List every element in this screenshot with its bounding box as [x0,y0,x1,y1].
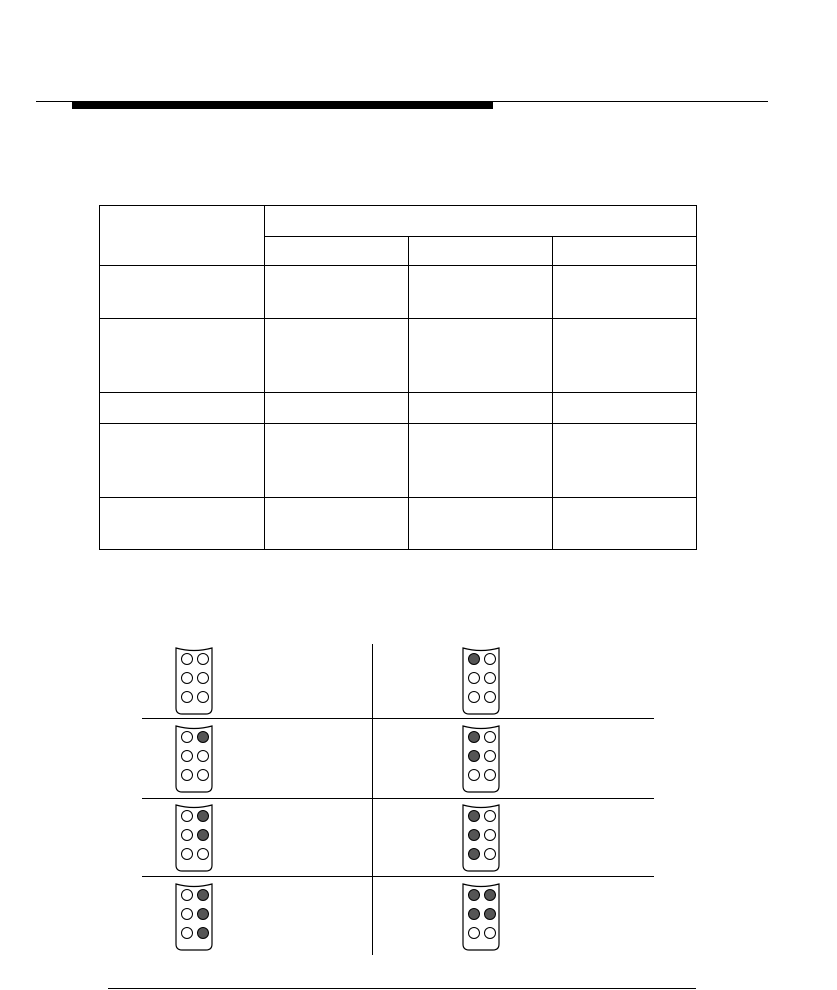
led-lit [469,654,480,665]
led-lit [198,890,209,901]
led-indicator-right-3 [461,801,501,873]
led-indicator-left-2 [174,722,214,794]
led-unlit [182,692,193,703]
led-lit [198,928,209,939]
figure-row-divider [142,876,654,877]
led-lit [485,890,496,901]
figure-column-divider [372,644,373,955]
led-indicator-left-1 [174,644,214,716]
led-unlit [469,692,480,703]
led-unlit [198,673,209,684]
led-indicator-right-2 [461,722,501,794]
led-unlit [469,770,480,781]
led-unlit [485,692,496,703]
led-unlit [485,811,496,822]
led-lit [469,890,480,901]
led-lit [198,909,209,920]
led-unlit [469,928,480,939]
led-unlit [485,830,496,841]
footer-rule [108,988,696,989]
led-lit [469,732,480,743]
led-lit [469,830,480,841]
led-unlit [182,770,193,781]
figure-row-divider [142,718,654,719]
led-indicator-left-4 [174,880,214,952]
led-unlit [182,928,193,939]
led-lit [469,751,480,762]
led-indicator-left-3 [174,801,214,873]
led-unlit [198,654,209,665]
led-lit [469,849,480,860]
led-indicator-right-4 [461,880,501,952]
led-lit [198,830,209,841]
led-unlit [182,732,193,743]
led-unlit [485,928,496,939]
led-unlit [198,770,209,781]
led-lit [485,909,496,920]
figure-row-divider [142,798,654,799]
led-lit [198,732,209,743]
led-unlit [485,673,496,684]
led-unlit [469,673,480,684]
led-unlit [485,732,496,743]
led-unlit [182,811,193,822]
led-unlit [198,751,209,762]
led-lit [469,909,480,920]
led-unlit [198,849,209,860]
led-unlit [182,909,193,920]
led-unlit [485,751,496,762]
led-unlit [485,654,496,665]
led-unlit [182,849,193,860]
led-unlit [485,849,496,860]
led-lit [469,811,480,822]
led-unlit [182,654,193,665]
led-lit [198,811,209,822]
led-unlit [485,770,496,781]
led-indicator-right-1 [461,644,501,716]
led-unlit [182,673,193,684]
led-unlit [182,830,193,841]
led-unlit [198,692,209,703]
led-unlit [182,890,193,901]
led-unlit [182,751,193,762]
